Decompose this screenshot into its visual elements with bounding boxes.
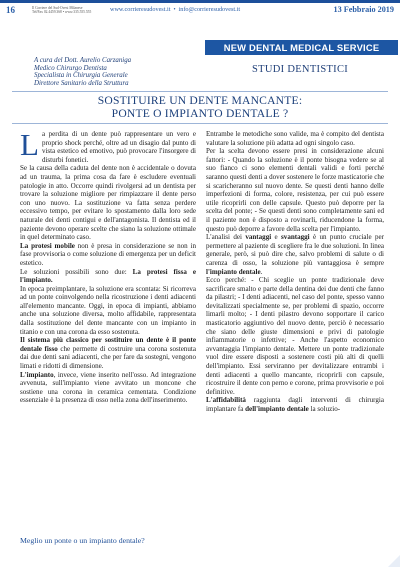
paragraph-text: Le soluzioni possibili sono due: <box>20 267 133 276</box>
paragraph: Ecco perché: - Chi sceglie un ponte tradizionale deve sacrificare smalto e parte della dentina dei due denti che fanno da pilastri; - I denti adiacenti, nel caso del ponte, spesso vanno devitalizzati specialmente se, per problemi di spazio, occorre limarli molto; - I denti pilastro devono sopportare il carico masticatorio aggiuntivo del nuovo dente, perciò è necessario che siano delle giuste dimensioni e privi di patologie infiammatorie o infettive; - Anche l'aspetto economico avvantaggia l'impianto dentale. Mettere un ponte tradizionale vuol dire essere disposti a sostenere costi più alti di quelli dell'impianto. Essi serviranno per devitalizzare entrambi i denti adiacenti a quello mancante, ricoprirli con capsule, ricostruire il dente con perno e corone, prima provvisorie e poi definitive. <box>206 276 384 396</box>
headline-rule-top <box>12 91 388 92</box>
paragraph-text: la soluzio- <box>308 405 341 413</box>
paragraph <box>206 233 384 276</box>
author-name: A cura del Dott. Aurelio Carzaniga <box>34 57 132 64</box>
paragraph-text: che permette di costruire una corona sostenuta dai due denti sani adiacenti, che per fare da sostegni, vengono limati e ridotti di dimensione. <box>20 344 196 371</box>
paragraph <box>20 268 196 285</box>
bold-term: L'affidabilità <box>206 396 246 405</box>
page-fold-decoration <box>388 555 400 567</box>
author-role: Medico Chirurgo Dentista <box>34 64 107 72</box>
masthead-contacts: Tel/Fax 02.4459.368 • www.335.555.555 <box>32 9 92 14</box>
masthead-title: Il Corriere del Sud-Ovest Milanese <box>32 5 83 10</box>
bold-term: L'impianto <box>20 370 54 379</box>
paragraph: Per la scelta devono essere presi in considerazione alcuni fattori: - Quando la soluzione è il ponte bisogna vedere se al suo fianco ci sono elementi dentali validi e forti perché saranno questi denti a dover sostenere le forze masticatorie che si scaricheranno sul nuovo dente. Se questi denti hanno delle imperfezioni di forma, colore, resistenza, per cui può essere utile ricoprirli con delle capsule. Questo può deporre per la scelta del ponte; - Se questi denti sono completamente sani ed il paziente non è disposto a rovinarli, riducendone la forma, questo può deporre a favore della scelta per l'impianto. <box>206 147 384 233</box>
headline-line-2: PONTE O IMPIANTO DENTALE ? <box>111 106 289 120</box>
page-number: 16 <box>6 4 15 15</box>
paragraph: In epoca preimplantare, la soluzione era scontata: Si ricorreva ad un ponte coinvolgendo nella ricostruzione i denti adiacenti all'elemento mancante. Oggi, in epoca di impianti, abbiamo anche una soluzione diversa, molto affidabile, rappresentata dalla sostituzione del dente mancante con un impianto in titanio e con una corona da esso sostenuta. <box>20 284 196 336</box>
page-header <box>4 4 396 15</box>
author-specialty: Specialista in Chirurgia Generale <box>34 72 128 79</box>
section-label: STUDI DENTISTICI <box>252 64 349 75</box>
article-column-left <box>20 127 196 405</box>
issue-date: 13 Febbraio 2019 <box>333 5 394 14</box>
masthead <box>32 6 102 14</box>
article-headline <box>12 95 388 120</box>
headline-rule-bottom <box>12 123 388 124</box>
paragraph: Entrambe le metodiche sono valide, ma è compito del dentista valutare la soluzione più adatta ad ogni singolo caso. <box>206 130 384 147</box>
paragraph-text: . <box>260 267 263 276</box>
paragraph <box>20 336 196 370</box>
headline-line-1: SOSTITUIRE UN DENTE MANCANTE: <box>97 94 303 107</box>
paragraph-text: L'analisi dei <box>206 233 246 242</box>
bold-term: La protesi mobile <box>20 241 75 250</box>
paragraph <box>20 242 196 268</box>
subheading-question: Meglio un ponte o un impianto dentale? <box>20 536 145 545</box>
email-link[interactable]: info@corrieresudovest.it <box>178 6 241 13</box>
paragraph-text: non è presa in considerazione se non in fase provvisoria o come soluzione di emergenza per un deficit estetico. <box>20 241 196 267</box>
bold-term: vantaggi <box>245 233 272 242</box>
bold-term: l'impianto dentale <box>206 267 261 276</box>
intro-text: a perdita di un dente può rappresentare un vero e proprio shock perché, oltre ad un disagio dal punto di vista estetico ed emotivo, può provocare l'insorgere di disturbi fonetici. <box>41 130 196 164</box>
paragraph <box>206 396 384 413</box>
separator-bullet: • <box>173 6 176 13</box>
bold-term: dell'impianto dentale <box>245 405 309 413</box>
bold-term: Il sistema più classico per sostituire un dente è il ponte dentale fisso <box>20 336 196 353</box>
website-link[interactable]: www.corrieresudovest.it <box>110 6 171 13</box>
author-block <box>34 57 224 87</box>
drop-cap: L <box>20 127 39 162</box>
author-position: Direttore Sanitario della Struttura <box>34 79 129 87</box>
paragraph-text: raggiunta dagli interventi di chirurgia implantare fa <box>206 396 384 413</box>
paragraph-intro <box>20 127 196 164</box>
article-column-right <box>206 130 384 414</box>
bold-term: La protesi fissa e l'impianto. <box>20 267 196 285</box>
paragraph-text: , invece, viene inserito nell'osso. Ad integrazione avvenuta, sull'impianto viene avvitato un moncone che sostiene una corona in ceramica cementata. Condizione essenziale è la presenza di osso nella zona dell'inserimento. <box>20 370 196 405</box>
paragraph <box>20 371 196 405</box>
section-banner: NEW DENTAL MEDICAL SERVICE <box>205 40 398 55</box>
paragraph-text: è un punto cruciale per permettere al paziente di scegliere fra le due soluzioni. In linea generale, però, si può dire che, salvo problemi di salute o di carenza di osso, la soluzione più vantaggiosa è sempre <box>206 233 384 267</box>
bold-term: svantaggi <box>281 233 310 242</box>
top-accent-line <box>0 0 400 3</box>
paragraph-text: e <box>271 233 282 242</box>
paragraph: Se la causa della caduta del dente non è accidentale o dovuta ad un trauma, la prima cosa da fare è escludere eventuali patologie in atto. Occorre quindi rivolgersi ad un dentista per trovare la soluzione migliore per rimpiazzare il dente perso con uno nuovo. La sostituzione va fatta senza perdere eccessivo tempo, per evitare lo spostamento dalla loro sede naturale dei denti contigui e dell'antagonista. Il dentista ed il paziente devono operare scelte che siano la soluzione ottimale in quel determinato caso. <box>20 164 196 242</box>
